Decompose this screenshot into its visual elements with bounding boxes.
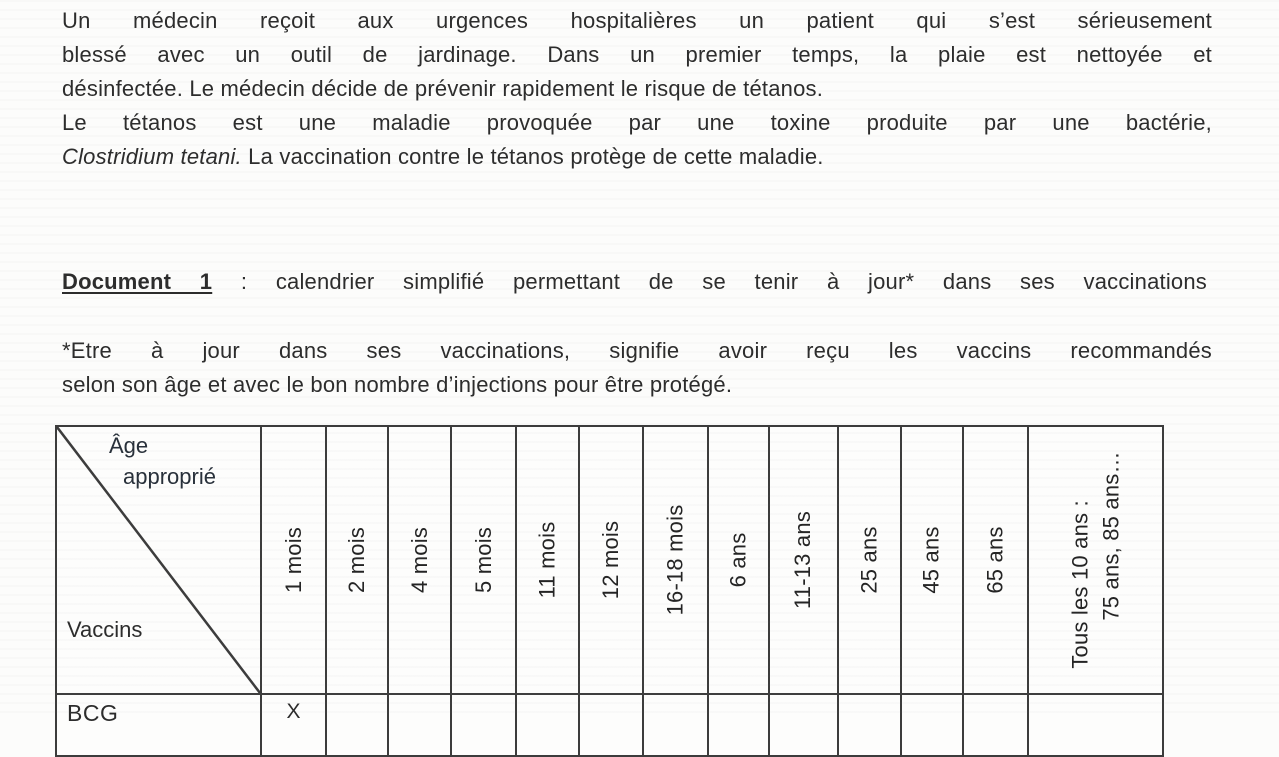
mark-cell: [964, 695, 1029, 755]
mark-cell: [580, 695, 644, 755]
column-header-16-18-mois: 16-18 mois: [644, 427, 709, 693]
column-header-4-mois: 4 mois: [389, 427, 452, 693]
table-corner-cell: [57, 427, 262, 693]
column-header-25-ans: 25 ans: [839, 427, 902, 693]
column-header-45-ans: 45 ans: [902, 427, 964, 693]
mark-cell: [644, 695, 709, 755]
column-header-tous-les-10-ans: [1029, 427, 1162, 693]
intro-line-2: blessé avec un outil de jardinage. Dans un premier temps, la plaie est nettoyée et: [62, 42, 1212, 67]
column-header-6-ans: 6 ans: [709, 427, 770, 693]
vaccine-name-bcg: BCG: [57, 695, 262, 755]
intro-line-3: désinfectée. Le médecin décide de prévenir rapidement le risque de tétanos.: [62, 76, 824, 101]
column-header-11-13-ans: 11-13 ans: [770, 427, 839, 693]
footnote-line-1: *Etre à jour dans ses vaccinations, signifie avoir reçu les vaccins recommandés: [62, 338, 1212, 363]
intro-line-5: [62, 140, 1212, 174]
mark-cell: X: [262, 695, 327, 755]
mark-cell: [902, 695, 964, 755]
intro-paragraph: [62, 4, 1212, 174]
intro-line-5-rest: La vaccination contre le tétanos protège de cette maladie.: [241, 144, 824, 169]
mark-cell: [389, 695, 452, 755]
mark-cell: [452, 695, 517, 755]
document1-title-rest: : calendrier simplifié permettant de se tenir à jour* dans ses vaccinations: [212, 269, 1207, 294]
intro-line-1: Un médecin reçoit aux urgences hospitalières un patient qui s’est sérieusement: [62, 8, 1212, 33]
tous-les-10-ans-line-2: 75 ans, 85 ans…: [1098, 451, 1124, 621]
column-header-65-ans: 65 ans: [964, 427, 1029, 693]
column-header-5-mois: 5 mois: [452, 427, 517, 693]
intro-line-4: Le tétanos est une maladie provoquée par une toxine produite par une bactérie,: [62, 110, 1212, 135]
mark-cell: [517, 695, 580, 755]
mark-cell: [770, 695, 839, 755]
table-row-bcg: [57, 695, 1162, 755]
table-header-row: [57, 427, 1162, 695]
column-header-12-mois: 12 mois: [580, 427, 644, 693]
tous-les-10-ans-line-1: Tous les 10 ans :: [1067, 500, 1093, 669]
mark-cell: [709, 695, 770, 755]
age-label-line-2: approprié: [123, 464, 216, 489]
document1-label: Document 1: [62, 269, 213, 294]
vaccination-schedule-table: [55, 425, 1164, 757]
footnote: [62, 334, 1212, 402]
column-header-2-mois: 2 mois: [327, 427, 389, 693]
document1-heading: [62, 266, 1207, 298]
species-name-italic: Clostridium tetani.: [62, 144, 242, 169]
footnote-line-2: selon son âge et avec le bon nombre d’injections pour être protégé.: [62, 372, 733, 397]
column-header-11-mois: 11 mois: [517, 427, 580, 693]
vaccins-header-label: Vaccins: [67, 617, 143, 642]
mark-cell: [1029, 695, 1162, 755]
column-header-1-mois: 1 mois: [262, 427, 327, 693]
mark-cell: [327, 695, 389, 755]
age-label-line-1: Âge: [109, 433, 149, 458]
age-header-label: [109, 430, 216, 492]
mark-cell: [839, 695, 902, 755]
